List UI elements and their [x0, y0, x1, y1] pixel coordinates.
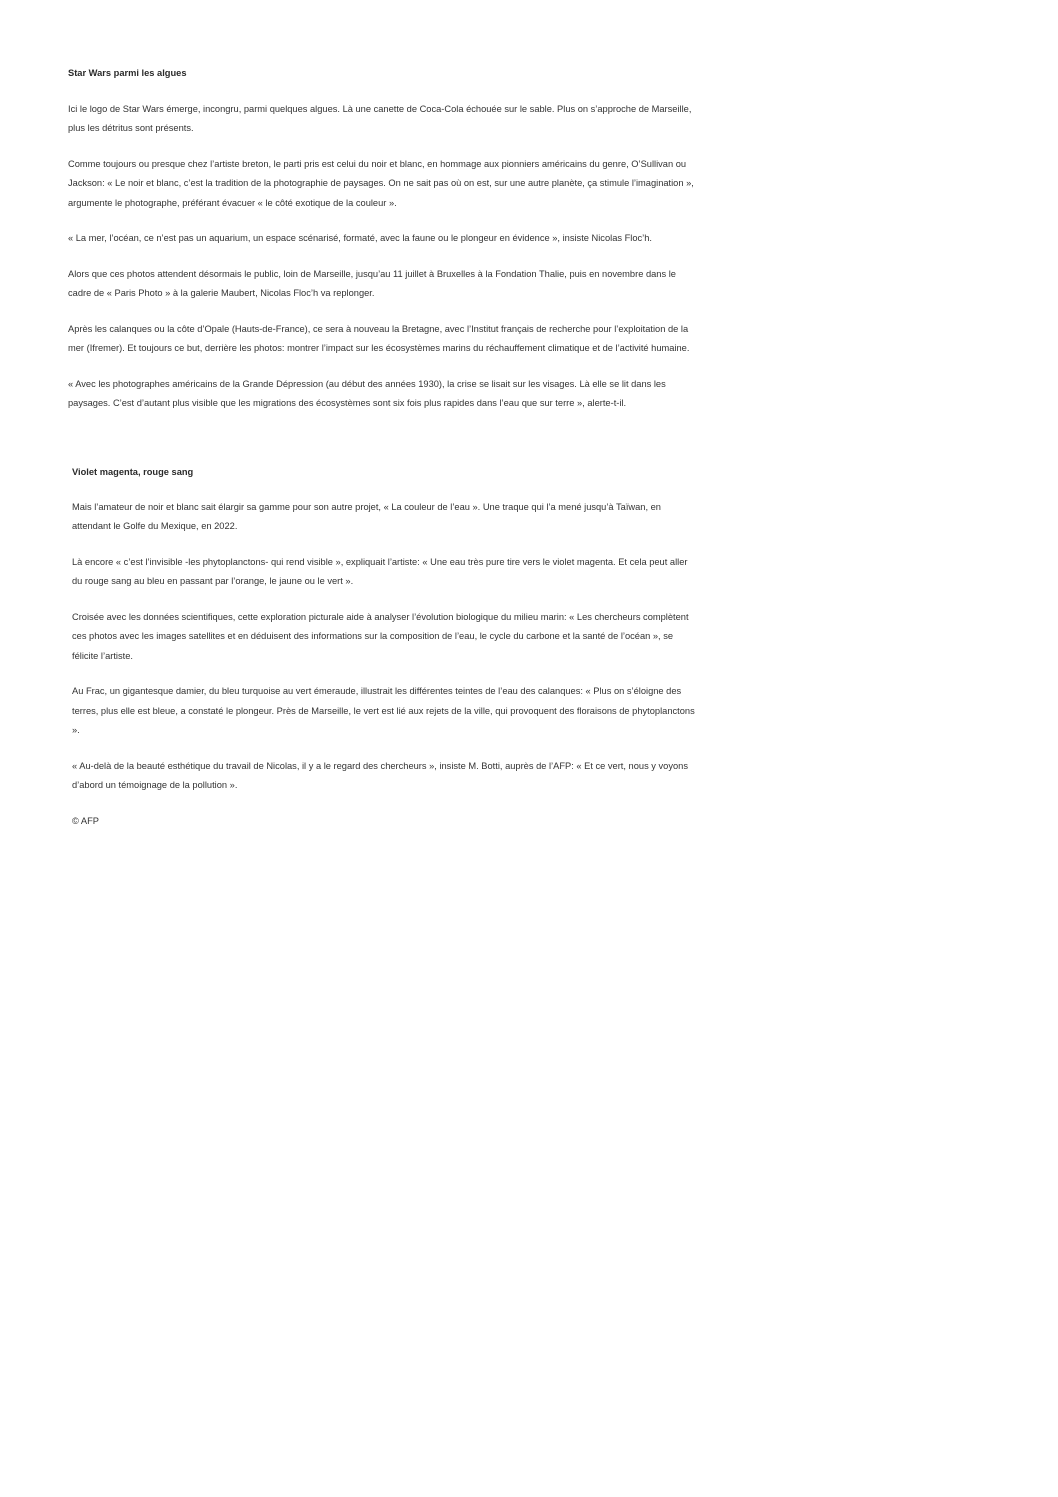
paragraph: Alors que ces photos attendent désormais le public, loin de Marseille, jusqu’au 11 juillet à Bruxelles à la Fondation Thalie, puis en novembre dans le cadre de « Paris Photo » à la galerie Maubert, Nicolas Floc’h va replonger. [68, 268, 676, 298]
copyright-credit: © AFP [72, 815, 100, 826]
paragraph: Ici le logo de Star Wars émerge, incongru, parmi quelques algues. Là une canette de Coca-Cola échouée sur le sable. Plus on s’approche de Marseille, plus les détritus sont présents. [68, 103, 692, 133]
section-violet-magenta [72, 463, 700, 831]
paragraph: « Au-delà de la beauté esthétique du travail de Nicolas, il y a le regard des chercheurs », insiste M. Botti, auprès de l’AFP: « Et ce vert, nous y voyons d’abord un témoignage de la pollution ». [72, 760, 688, 790]
paragraph: Après les calanques ou la côte d’Opale (Hauts-de-France), ce sera à nouveau la Bretagne, avec l’Institut français de recherche pour l’exploitation de la mer (Ifremer). Et toujours ce but, derrière les photos: montrer l’impact sur les écosystèmes marins du réchauffement climatique et de l’activité humaine. [68, 323, 690, 353]
paragraph: « La mer, l’océan, ce n’est pas un aquarium, un espace scénarisé, formaté, avec la faune ou le plongeur en évidence », insiste Nicolas Floc’h. [68, 233, 652, 243]
paragraph: Là encore « c’est l’invisible -les phytoplanctons- qui rend visible », expliquait l’artiste: « Une eau très pure tire vers le violet magenta. Et cela peut aller du rouge sang au bleu en passant par l’orange, le jaune ou le vert ». [72, 556, 688, 586]
paragraph: « Avec les photographes américains de la Grande Dépression (au début des années 1930), la crise se lisait sur les visages. Là elle se lit dans les paysages. C’est d’autant plus visible que les migrations des écosystèmes sont six fois plus rapides dans l’eau que sur terre », alerte-t-il. [68, 378, 666, 408]
section-star-wars [68, 64, 700, 414]
paragraph: Croisée avec les données scientifiques, cette exploration picturale aide à analyser l’évolution biologique du milieu marin: « Les chercheurs complètent ces photos avec les images satellites et en déduisent des informations sur la composition de l’eau, le cycle du carbone et la santé de l’océan », se félicite l’artiste. [72, 611, 689, 661]
section-heading: Star Wars parmi les algues [68, 68, 187, 78]
paragraph: Comme toujours ou presque chez l’artiste breton, le parti pris est celui du noir et blanc, en hommage aux pionniers américains du genre, O’Sullivan ou Jackson: « Le noir et blanc, c’est la tradition de la photographie de paysages. On ne sait pas où on est, sur une autre planète, ça stimule l’imagination », argumente le photographe, préférant évacuer « le côté exotique de la couleur ». [68, 158, 694, 208]
paragraph: Au Frac, un gigantesque damier, du bleu turquoise au vert émeraude, illustrait les différentes teintes de l’eau des calanques: « Plus on s’éloigne des terres, plus elle est bleue, a constaté le plongeur. Près de Marseille, le vert est lié aux rejets de la ville, qui provoquent des floraisons de phytoplanctons ». [72, 686, 695, 735]
section-heading: Violet magenta, rouge sang [72, 467, 194, 477]
paragraph: Mais l’amateur de noir et blanc sait élargir sa gamme pour son autre projet, « La couleur de l’eau ». Une traque qui l’a mené jusqu’à Taïwan, en attendant le Golfe du Mexique, en 2022. [72, 501, 661, 531]
